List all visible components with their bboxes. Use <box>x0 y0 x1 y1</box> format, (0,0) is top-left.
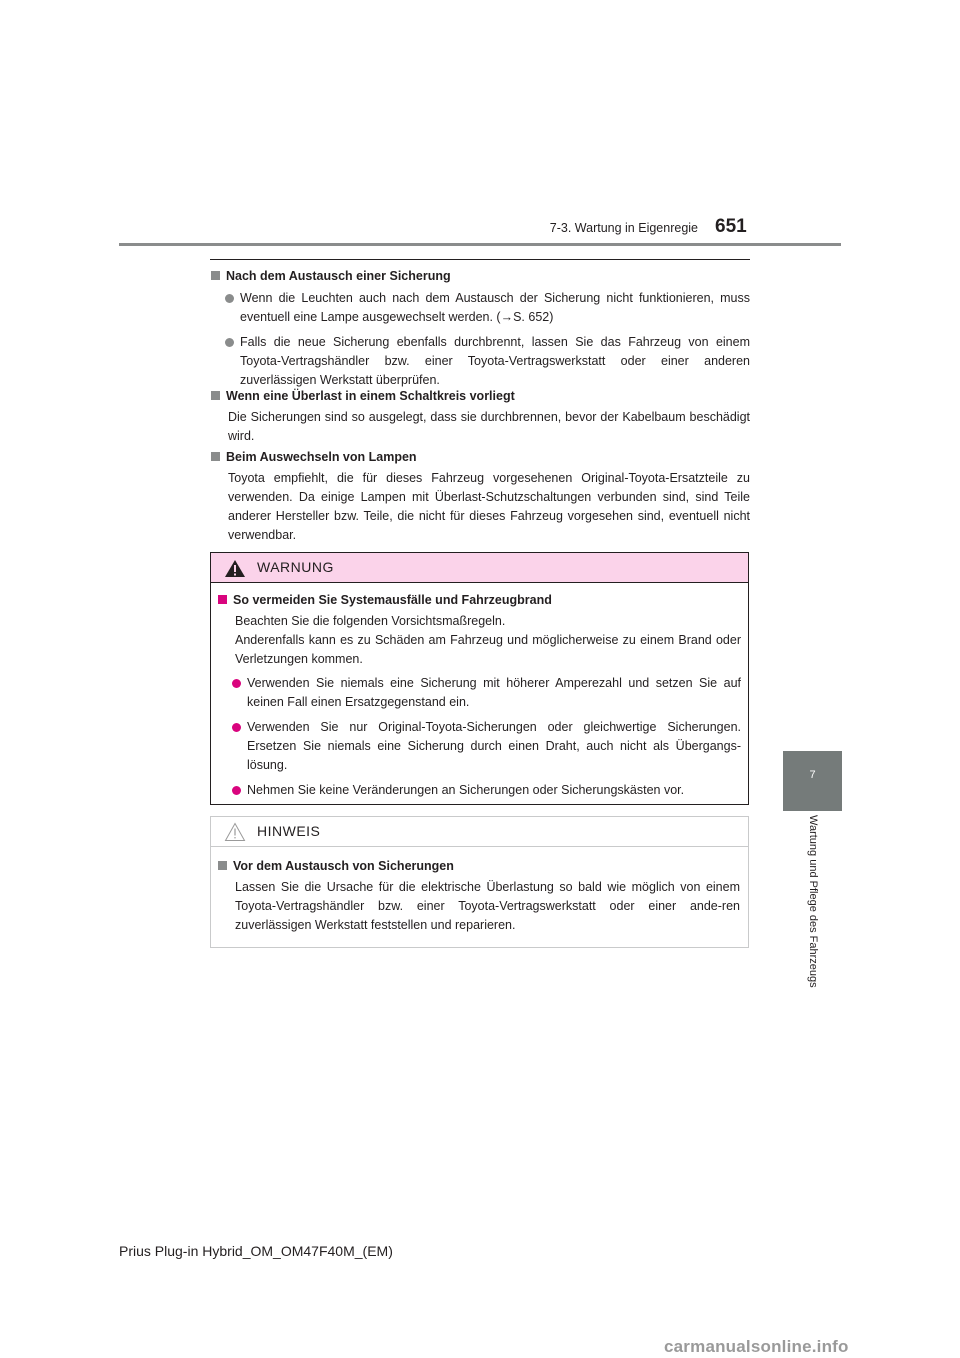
warning-list-item: Verwenden Sie nur Original-Toyota-Sicherungen oder gleichwertige Sicherungen. Ersetzen Sie niemals eine Sicherung durch einen Draht, auch nicht als Übergangs-lösung. <box>217 718 741 775</box>
notice-body <box>211 857 748 935</box>
list-item: Falls die neue Sicherung ebenfalls durchbrennt, lassen Sie das Fahrzeug von einem Toyota-Vertragshändler bzw. einer Toyota-Vertragswerkstatt oder einer anderen zuverlässigen Werkstatt überprüfen. <box>210 333 750 390</box>
notice-heading: Vor dem Austausch von Sicherungen <box>217 857 740 876</box>
circle-bullet-icon <box>225 338 234 347</box>
section-replacing-bulbs <box>210 448 750 545</box>
section-heading: Nach dem Austausch einer Sicherung <box>210 267 750 286</box>
list-item: Wenn die Leuchten auch nach dem Austausch der Sicherung nicht funktionieren, muss eventuell eine Lampe ausgewechselt werden. (→S. 652) <box>210 289 750 327</box>
chapter-title: Wartung und Pflege des Fahrzeugs <box>807 815 819 988</box>
warning-heading: So vermeiden Sie Systemausfälle und Fahrzeugbrand <box>217 591 741 610</box>
notice-label: HINWEIS <box>257 823 321 839</box>
notice-text: Lassen Sie die Ursache für die elektrische Überlastung so bald wie möglich von einem Toyota-Vertragshändler bzw. einer Toyota-Vertragswerkstatt oder einer ande-ren zuverlässigen Werkstatt feststellen und reparieren. <box>235 880 740 932</box>
chapter-tab-rule <box>783 810 842 811</box>
warning-header <box>211 553 748 583</box>
circle-bullet-icon <box>232 679 241 688</box>
notice-box <box>210 816 749 948</box>
section-text: Die Sicherungen sind so ausgelegt, dass sie durchbrennen, bevor der Kabelbaum beschädigt wird. <box>228 410 750 443</box>
warning-text: Beachten Sie die folgenden Vorsichtsmaßregeln. <box>235 614 506 628</box>
warning-box <box>210 552 749 805</box>
square-bullet-icon <box>211 391 220 400</box>
page-number: 651 <box>715 216 747 237</box>
warning-triangle-icon <box>224 559 246 578</box>
square-bullet-icon <box>218 861 227 870</box>
warning-body <box>211 591 748 800</box>
circle-bullet-icon <box>225 294 234 303</box>
header-rule <box>119 243 841 246</box>
section-after-fuse-replacement <box>210 267 750 390</box>
watermark: carmanualsonline.info <box>664 1337 849 1356</box>
circle-bullet-icon <box>232 723 241 732</box>
content-top-rule <box>210 259 750 260</box>
section-heading: Beim Auswechseln von Lampen <box>210 448 750 467</box>
square-bullet-icon <box>211 452 220 461</box>
warning-label: WARNUNG <box>257 559 334 575</box>
footer-document-id: Prius Plug-in Hybrid_OM_OM47F40M_(EM) <box>119 1243 393 1259</box>
warning-list-item: Verwenden Sie niemals eine Sicherung mit höherer Amperezahl und setzen Sie auf keinen Fall einen Ersatzgegenstand ein. <box>217 674 741 712</box>
warning-list-item: Nehmen Sie keine Veränderungen an Sicherungen oder Sicherungskästen vor. <box>217 781 741 800</box>
section-heading: Wenn eine Überlast in einem Schaltkreis vorliegt <box>210 387 750 406</box>
notice-header <box>211 817 748 847</box>
section-title: 7-3. Wartung in Eigenregie <box>549 221 698 235</box>
circle-bullet-icon <box>232 786 241 795</box>
square-bullet-icon <box>211 271 220 280</box>
section-circuit-overload <box>210 387 750 446</box>
chapter-number: 7 <box>809 769 816 781</box>
section-text: Toyota empfiehlt, die für dieses Fahrzeug vorgesehenen Original-Toyota-Ersatzteile zu verwenden. Da einige Lampen mit Überlast-Schutzschaltungen verbunden sind, sind Teile anderer Hersteller bzw. Teile, die nicht für dieses Fahrzeug vorgesehen sind, eventuell nicht verwendbar. <box>228 471 750 542</box>
warning-text: Anderenfalls kann es zu Schäden am Fahrzeug und möglicherweise zu einem Brand oder Verletzungen kommen. <box>235 633 741 666</box>
caution-triangle-icon <box>224 822 246 842</box>
chapter-title-vertical <box>801 815 825 1025</box>
square-bullet-icon <box>218 595 227 604</box>
